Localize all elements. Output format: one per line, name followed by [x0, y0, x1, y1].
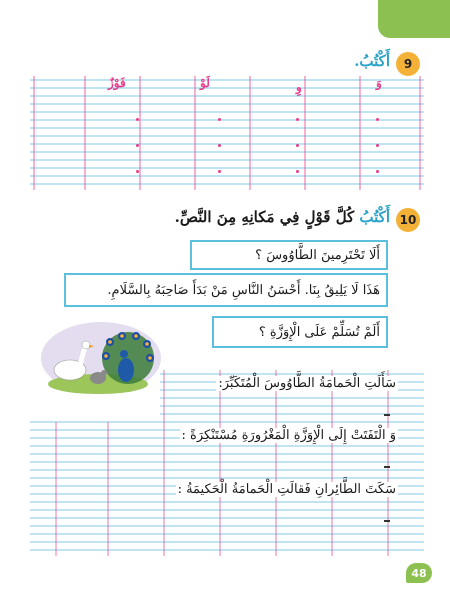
letter-1: وَ [376, 76, 382, 90]
exercise-9-number: 9 [403, 57, 413, 71]
writing-grid-10[interactable] [30, 370, 424, 556]
guide-dot [218, 118, 221, 121]
letter-3: لَوْ [200, 76, 210, 90]
writing-grid-9[interactable] [30, 76, 424, 190]
answer-line-1-label: سَأَلَتِ الْحَمامَةُ الطَّاوُوسَ الْمُتَكَبِّرَ: [218, 376, 396, 391]
exercise-10-title-accent: أَكْتُبُ [359, 208, 390, 226]
guide-dot [136, 118, 139, 121]
letter-2: وِ [296, 80, 302, 94]
guide-dot [376, 170, 379, 173]
page-number: 48 [406, 563, 432, 583]
exercise-10-number: 10 [399, 213, 417, 227]
quote-box-2 [64, 273, 388, 307]
line-dash [384, 414, 390, 416]
guide-dot [296, 170, 299, 173]
guide-dot [218, 170, 221, 173]
guide-dot [296, 144, 299, 147]
quote-1-text: أَلَا تَحْتَرِمينَ الطَّاوُوسَ ؟ [255, 247, 380, 263]
guide-dot [296, 118, 299, 121]
quote-2-text: هَذَا لَا يَلِيقُ بِنَا. أَحْسَنُ النَّاسِ مَنْ بَدَأَ صَاحِبَهُ بِالسَّلَامِ. [107, 282, 380, 298]
guide-dot [376, 118, 379, 121]
chapter-tab [378, 0, 450, 38]
exercise-10-title [175, 208, 390, 226]
quote-3-text: أَلَمْ تُسَلِّمْ عَلَى الْإِوَزَّةِ ؟ [258, 324, 380, 340]
answer-line-3-label: سَكَتَ الطَّائِرانِ فَقالَتِ الْحَمامَةُ الْحَكيمَةُ : [177, 482, 396, 497]
exercise-10-title-rest: كُلَّ قَوْلٍ فِي مَكانِهِ مِنَ النَّصِّ. [174, 208, 360, 226]
quote-box-3 [212, 316, 388, 348]
answer-line-2-label: وَ الْتَفَتَتْ إِلَى الْإِوَزَّةِ الْمَغْرُورَةِ مُسْتَنْكِرَةً : [181, 428, 396, 443]
exercise-9-badge [396, 52, 420, 76]
guide-dot [218, 144, 221, 147]
line-dash [384, 520, 390, 522]
line-dash [384, 466, 390, 468]
exercise-10-badge [396, 208, 420, 232]
guide-dot [136, 170, 139, 173]
letter-4: فَوْزٌ [108, 76, 126, 90]
guide-dot [136, 144, 139, 147]
quote-box-1 [190, 240, 388, 270]
exercise-9-title: أَكْتُبُ. [354, 52, 390, 70]
guide-dot [376, 144, 379, 147]
